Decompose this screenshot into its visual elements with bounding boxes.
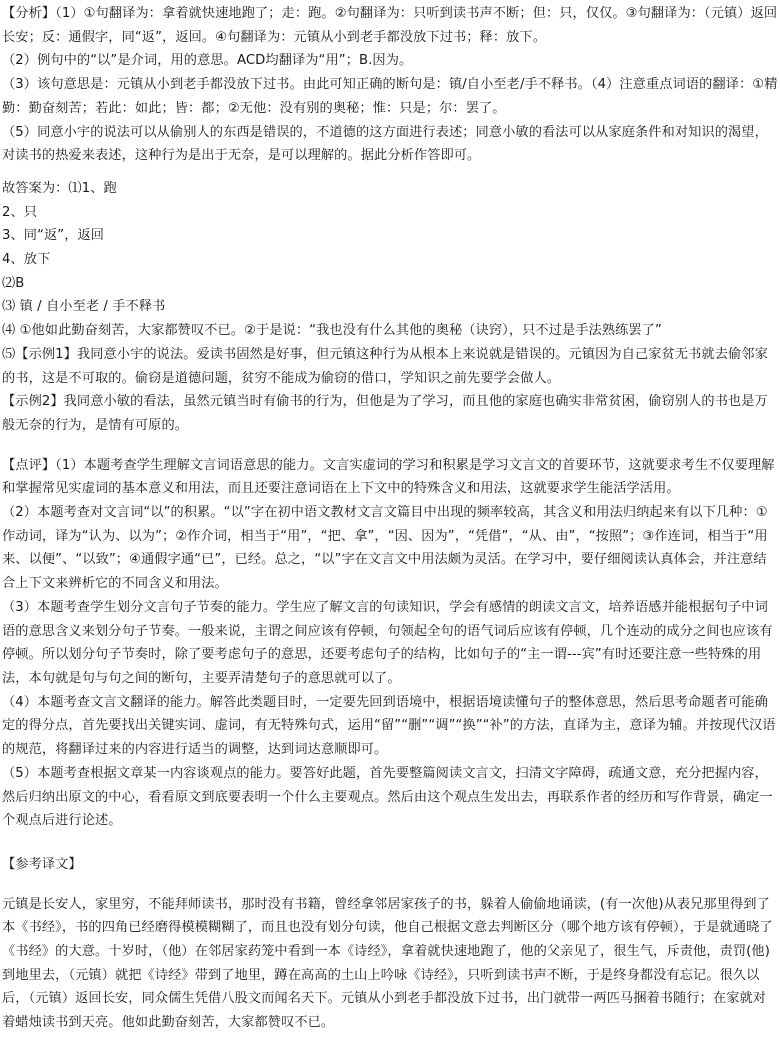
comment-section	[2, 454, 778, 833]
analysis-paragraph-2: （2）例句中的“以”是介词，用的意思。ACD均翻译为“用”；B.因为。	[2, 53, 413, 69]
answer-line-4: 4、放下	[2, 252, 51, 268]
answer-line-5: ⑵B	[2, 275, 25, 291]
comment-paragraph-3: （3）本题考查学生划分文言句子节奏的能力。学生应了解文言的句读知识，学会有感情的朗读文言文，培养语感并能根据句子中词语的意思含义来划分句子节奏。一般来说，主谓之间应该有停顿，句领起全句的语气词后应该有停顿，几个连动的成分之间也应该有停顿。所以划分句子节奏时，除了要考虑句子的意思，还要考虑句子的结构，比如句子的“主一谓---宾”有时还要注意一些特殊的用法，本句就是句与句之间的断句，主要弄清楚句子的意思就可以了。	[2, 599, 773, 686]
analysis-paragraph-4: （5）同意小宇的说法可以从偷别人的东西是错误的，不道德的这方面进行表述；同意小敏的看法可以从家庭条件和对知识的渴望，对读书的热爱来表述，这种行为是出于无奈，是可以理解的。据此分析作答即可。	[2, 124, 768, 164]
comment-paragraph-5: （5）本题考查根据文章某一内容谈观点的能力。要答好此题，首先要整篇阅读文言文，扫清文字障碍，疏通文意，充分把握内容，然后归纳出原文的中心，看看原文到底要表明一个什么主要观点。然后由这个观点生发出去，再联系作者的经历和写作背景，确定一个观点后进行论述。	[2, 765, 773, 829]
analysis-paragraph-1: 【分析】（1）①句翻译为：拿着就快速地跑了；走：跑。②句翻译为：只听到读书声不断；但：只，仅仅。③句翻译为：（元镇）返回长安；反：通假字，同“返”，返回。④句翻译为：元镇从小到老手都没放下过书；释：放下。	[2, 6, 778, 45]
comment-paragraph-2: （2）本题考查对文言词“以”的积累。“以”字在初中语文教材文言文篇目中出现的频率较高，其含义和用法归纳起来有以下几种：①作动词，译为“认为、以为”；②作介词，相当于“用”，“把、拿”，“因、因为”，“凭借”，“从、由”，“按照”；③作连词，相当于“用来、以便”、“以致”；④通假字通“已”，已经。总之，“以”字在文言文中用法颇为灵活。在学习中，要仔细阅读认真体会，并注意结合上下文来辨析它的不同含义和用法。	[2, 505, 768, 592]
translation-heading: 【参考译文】	[2, 856, 82, 872]
comment-paragraph-4: （4）本题考查文言文翻译的能力。解答此类题目时，一定要先回到语境中，根据语境读懂句子的整体意思，然后思考命题者可能确定的得分点，首先要找出关键实词、虚词，有无特殊句式，运用“留”“删”“调”“换”“补”的方法，直译为主，意译为辅。并按现代汉语的规范，将翻译过来的内容进行适当的调整，达到词达意顺即可。	[2, 694, 776, 758]
answer-line-3: 3、同“返”，返回	[2, 228, 105, 244]
translation-section	[2, 853, 778, 1035]
spacer	[2, 438, 778, 454]
spacer	[2, 877, 778, 893]
answer-line-9: 【示例2】我同意小敏的看法，虽然元镇当时有偷书的行为，但他是为了学习，而且他的家庭也确实非常贫困，偷窃别人的书也是万般无奈的行为，是情有可原的。	[2, 394, 768, 433]
spacer	[2, 168, 778, 177]
answer-line-8: ⑸【示例1】我同意小宇的说法。爱读书固然是好事，但元镇这种行为从根本上来说就是错误的。元镇因为自己家贫无书就去偷邻家的书，这是不可取的。偷窃是道德问题，贫穷不能成为偷窃的借口，学知识之前先要学会做人。	[2, 346, 768, 386]
answer-line-7: ⑷ ①他如此勤奋刻苦，大家都赞叹不已。②于是说：“我也没有什么其他的奥秘（诀窍），只不过是手法熟练罢了”	[2, 323, 662, 339]
analysis-paragraph-3: （3）该句意思是：元镇从小到老手都没放下过书。由此可知正确的断句是：镇/自小至老/手不释书。（4）注意重点词语的翻译：①精勤：勤奋刻苦；若此：如此；皆：都；②无他：没有别的奥秘；惟：只是；尔：罢了。	[2, 77, 778, 116]
answer-line-2: 2、只	[2, 204, 38, 220]
answer-section	[2, 177, 778, 438]
comment-paragraph-1: 【点评】（1）本题考查学生理解文言词语意思的能力。文言实虚词的学习和积累是学习文言文的首要环节，这就要求考生不仅要理解和掌握常见实虚词的基本意义和用法，而且还要注意词语在上下文中的特殊含义和用法，这就要求学生能活学活用。	[2, 457, 775, 497]
spacer	[2, 833, 778, 853]
answer-line-6: ⑶ 镇 / 自小至老 / 手不释书	[2, 299, 166, 315]
translation-paragraph: 元镇是长安人，家里穷，不能拜师读书，那时没有书籍，曾经拿邻居家孩子的书，躲着人偷偷地诵读，(有一次他)从表兄那里得到了本《书经》，书的四角已经磨得模模糊糊了，而且也没有划分句读，他自己根据文意去判断区分（哪个地方该有停顿），于是就通晓了《书经》的大意。十岁时，（他）在邻居家药笼中看到一本《诗经》，拿着就快速地跑了，他的父亲见了，很生气，斥责他，责罚(他)到地里去，（元镇）就把《诗经》带到了地里，蹲在高高的土山上吟咏《诗经》，只听到读书声不断，于是终身都没有忘记。很久以后，（元镇）返回长安，同众儒生凭借八股文而闻名天下。元镇从小到老手都没放下过书，出门就带一两匹马捆着书随行；在家就对着蜡烛读书到天亮。他如此勤奋刻苦，大家都赞叹不已。	[2, 896, 773, 1031]
answer-line-1: 故答案为：⑴1、跑	[2, 180, 117, 196]
analysis-section	[2, 2, 778, 168]
